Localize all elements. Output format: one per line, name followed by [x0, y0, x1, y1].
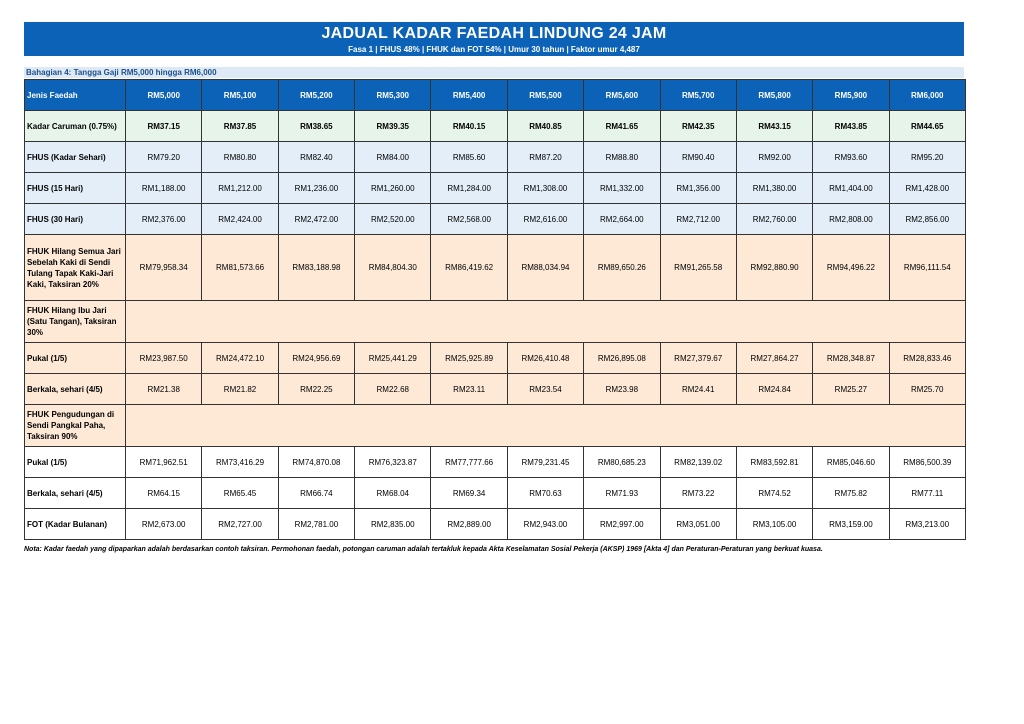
table-cell: RM28,348.87: [813, 343, 889, 374]
column-header-benefit-type: Jenis Faedah: [25, 80, 126, 111]
table-row: [25, 509, 966, 540]
table-cell: RM2,712.00: [660, 204, 736, 235]
table-cell: RM89,650.26: [584, 235, 660, 301]
table-cell: RM38.65: [278, 111, 354, 142]
table-row: [25, 204, 966, 235]
table-cell: RM95.20: [889, 142, 965, 173]
table-cell: RM84,804.30: [355, 235, 431, 301]
table-cell: RM86,500.39: [889, 447, 965, 478]
table-cell: RM85.60: [431, 142, 507, 173]
table-cell: RM79,231.45: [507, 447, 583, 478]
table-cell: RM2,616.00: [507, 204, 583, 235]
table-cell: RM2,781.00: [278, 509, 354, 540]
table-cell: RM1,236.00: [278, 173, 354, 204]
table-cell: RM22.25: [278, 374, 354, 405]
table-cell: RM39.35: [355, 111, 431, 142]
table-cell: RM23.11: [431, 374, 507, 405]
table-cell: RM1,404.00: [813, 173, 889, 204]
table-cell: RM96,111.54: [889, 235, 965, 301]
row-label: Pukal (1/5): [25, 447, 126, 478]
table-cell: RM2,424.00: [202, 204, 278, 235]
table-cell: RM40.15: [431, 111, 507, 142]
table-cell: RM73.22: [660, 478, 736, 509]
table-cell: RM2,376.00: [126, 204, 202, 235]
row-label: FHUS (Kadar Sehari): [25, 142, 126, 173]
table-cell: RM83,188.98: [278, 235, 354, 301]
table-cell: RM41.65: [584, 111, 660, 142]
table-cell: RM2,943.00: [507, 509, 583, 540]
table-row: [25, 173, 966, 204]
row-label: FHUK Hilang Ibu Jari (Satu Tangan), Taksiran 30%: [25, 301, 126, 343]
table-cell: RM43.15: [736, 111, 812, 142]
row-label: FHUS (30 Hari): [25, 204, 126, 235]
table-cell: RM74,870.08: [278, 447, 354, 478]
table-cell: RM40.85: [507, 111, 583, 142]
table-cell: RM3,213.00: [889, 509, 965, 540]
column-header-salary: RM5,300: [355, 80, 431, 111]
table-cell: RM93.60: [813, 142, 889, 173]
table-cell: RM2,472.00: [278, 204, 354, 235]
table-header-row: [25, 80, 966, 111]
table-cell: RM2,727.00: [202, 509, 278, 540]
table-cell: RM43.85: [813, 111, 889, 142]
table-cell: RM74.52: [736, 478, 812, 509]
table-cell: RM22.68: [355, 374, 431, 405]
table-cell: RM76,323.87: [355, 447, 431, 478]
table-cell: RM24.41: [660, 374, 736, 405]
table-cell: RM21.38: [126, 374, 202, 405]
table-cell: RM64.15: [126, 478, 202, 509]
page-title: JADUAL KADAR FAEDAH LINDUNG 24 JAM: [321, 25, 667, 42]
table-cell: RM82.40: [278, 142, 354, 173]
column-header-salary: RM5,700: [660, 80, 736, 111]
table-cell: RM77.11: [889, 478, 965, 509]
section-label: Bahagian 4: Tangga Gaji RM5,000 hingga RM6,000: [24, 67, 964, 78]
table-cell: RM2,760.00: [736, 204, 812, 235]
row-label: Pukal (1/5): [25, 343, 126, 374]
table-cell: RM26,895.08: [584, 343, 660, 374]
table-cell: RM1,212.00: [202, 173, 278, 204]
table-cell: RM2,520.00: [355, 204, 431, 235]
table-row: [25, 142, 966, 173]
table-cell: RM80.80: [202, 142, 278, 173]
table-row: [25, 111, 966, 142]
table-cell: RM21.82: [202, 374, 278, 405]
table-cell: RM3,051.00: [660, 509, 736, 540]
column-header-salary: RM5,200: [278, 80, 354, 111]
row-subheading-spacer: [126, 405, 966, 447]
table-cell: RM82,139.02: [660, 447, 736, 478]
table-cell: RM91,265.58: [660, 235, 736, 301]
row-label: Berkala, sehari (4/5): [25, 478, 126, 509]
table-row: [25, 447, 966, 478]
column-header-salary: RM5,000: [126, 80, 202, 111]
table-cell: RM71.93: [584, 478, 660, 509]
table-cell: RM1,260.00: [355, 173, 431, 204]
table-cell: RM37.15: [126, 111, 202, 142]
table-cell: RM2,568.00: [431, 204, 507, 235]
table-cell: RM1,428.00: [889, 173, 965, 204]
table-cell: RM70.63: [507, 478, 583, 509]
column-header-salary: RM5,900: [813, 80, 889, 111]
table-row: [25, 235, 966, 301]
table-cell: RM86,419.62: [431, 235, 507, 301]
table-cell: RM2,664.00: [584, 204, 660, 235]
table-cell: RM25,925.89: [431, 343, 507, 374]
table-cell: RM65.45: [202, 478, 278, 509]
table-cell: RM27,379.67: [660, 343, 736, 374]
table-cell: RM73,416.29: [202, 447, 278, 478]
table-cell: RM1,356.00: [660, 173, 736, 204]
table-cell: RM2,808.00: [813, 204, 889, 235]
table-cell: RM23.54: [507, 374, 583, 405]
table-cell: RM75.82: [813, 478, 889, 509]
table-cell: RM26,410.48: [507, 343, 583, 374]
table-row: [25, 343, 966, 374]
table-cell: RM92.00: [736, 142, 812, 173]
table-cell: RM66.74: [278, 478, 354, 509]
table-cell: RM3,105.00: [736, 509, 812, 540]
table-cell: RM25.70: [889, 374, 965, 405]
table-cell: RM25,441.29: [355, 343, 431, 374]
row-label: FHUK Pengudungan di Sendi Pangkal Paha, Taksiran 90%: [25, 405, 126, 447]
table-cell: RM79.20: [126, 142, 202, 173]
table-cell: RM94,496.22: [813, 235, 889, 301]
table-cell: RM92,880.90: [736, 235, 812, 301]
column-header-salary: RM6,000: [889, 80, 965, 111]
table-cell: RM84.00: [355, 142, 431, 173]
page-subtitle: Fasa 1 | FHUS 48% | FHUK dan FOT 54% | Umur 30 tahun | Faktor umur 4,487: [348, 45, 640, 54]
column-header-salary: RM5,800: [736, 80, 812, 111]
benefit-rate-table: [24, 79, 966, 540]
table-cell: RM28,833.46: [889, 343, 965, 374]
table-row: [25, 301, 966, 343]
table-cell: RM69.34: [431, 478, 507, 509]
table-row: [25, 405, 966, 447]
table-cell: RM90.40: [660, 142, 736, 173]
table-cell: RM2,997.00: [584, 509, 660, 540]
table-cell: RM44.65: [889, 111, 965, 142]
row-label: FHUK Hilang Semua Jari Sebelah Kaki di Sendi Tulang Tapak Kaki-Jari Kaki, Taksiran 20%: [25, 235, 126, 301]
table-cell: RM2,835.00: [355, 509, 431, 540]
row-label: FHUS (15 Hari): [25, 173, 126, 204]
table-cell: RM68.04: [355, 478, 431, 509]
footnote: Nota: Kadar faedah yang dipaparkan adalah berdasarkan contoh taksiran. Permohonan faedah, potongan caruman adalah tertakluk kepada Akta Keselamatan Sosial Pekerja (AKSP) 1969 [Akta 4] dan Peraturan-Peraturan yang berkuat kuasa.: [24, 546, 823, 553]
table-cell: RM71,962.51: [126, 447, 202, 478]
table-cell: RM27,864.27: [736, 343, 812, 374]
table-cell: RM80,685.23: [584, 447, 660, 478]
table-cell: RM23,987.50: [126, 343, 202, 374]
table-cell: RM83,592.81: [736, 447, 812, 478]
table-cell: RM23.98: [584, 374, 660, 405]
table-cell: RM77,777.66: [431, 447, 507, 478]
table-cell: RM88.80: [584, 142, 660, 173]
row-label: FOT (Kadar Bulanan): [25, 509, 126, 540]
title-banner: [24, 22, 964, 56]
row-label: Kadar Caruman (0.75%): [25, 111, 126, 142]
table-cell: RM2,673.00: [126, 509, 202, 540]
row-subheading-spacer: [126, 301, 966, 343]
column-header-salary: RM5,100: [202, 80, 278, 111]
table-cell: RM25.27: [813, 374, 889, 405]
table-cell: RM24,472.10: [202, 343, 278, 374]
table-cell: RM1,284.00: [431, 173, 507, 204]
table-cell: RM24,956.69: [278, 343, 354, 374]
column-header-salary: RM5,600: [584, 80, 660, 111]
table-cell: RM42.35: [660, 111, 736, 142]
table-cell: RM1,308.00: [507, 173, 583, 204]
column-header-salary: RM5,500: [507, 80, 583, 111]
table-cell: RM1,380.00: [736, 173, 812, 204]
table-body: [25, 111, 966, 540]
table-cell: RM85,046.60: [813, 447, 889, 478]
row-label: Berkala, sehari (4/5): [25, 374, 126, 405]
table-row: [25, 374, 966, 405]
table-cell: RM37.85: [202, 111, 278, 142]
table-cell: RM3,159.00: [813, 509, 889, 540]
table-cell: RM24.84: [736, 374, 812, 405]
table-cell: RM1,188.00: [126, 173, 202, 204]
table-row: [25, 478, 966, 509]
table-cell: RM88,034.94: [507, 235, 583, 301]
table-cell: RM1,332.00: [584, 173, 660, 204]
column-header-salary: RM5,400: [431, 80, 507, 111]
table-cell: RM87.20: [507, 142, 583, 173]
table-cell: RM2,889.00: [431, 509, 507, 540]
table-cell: RM79,958.34: [126, 235, 202, 301]
table-cell: RM81,573.66: [202, 235, 278, 301]
table-cell: RM2,856.00: [889, 204, 965, 235]
